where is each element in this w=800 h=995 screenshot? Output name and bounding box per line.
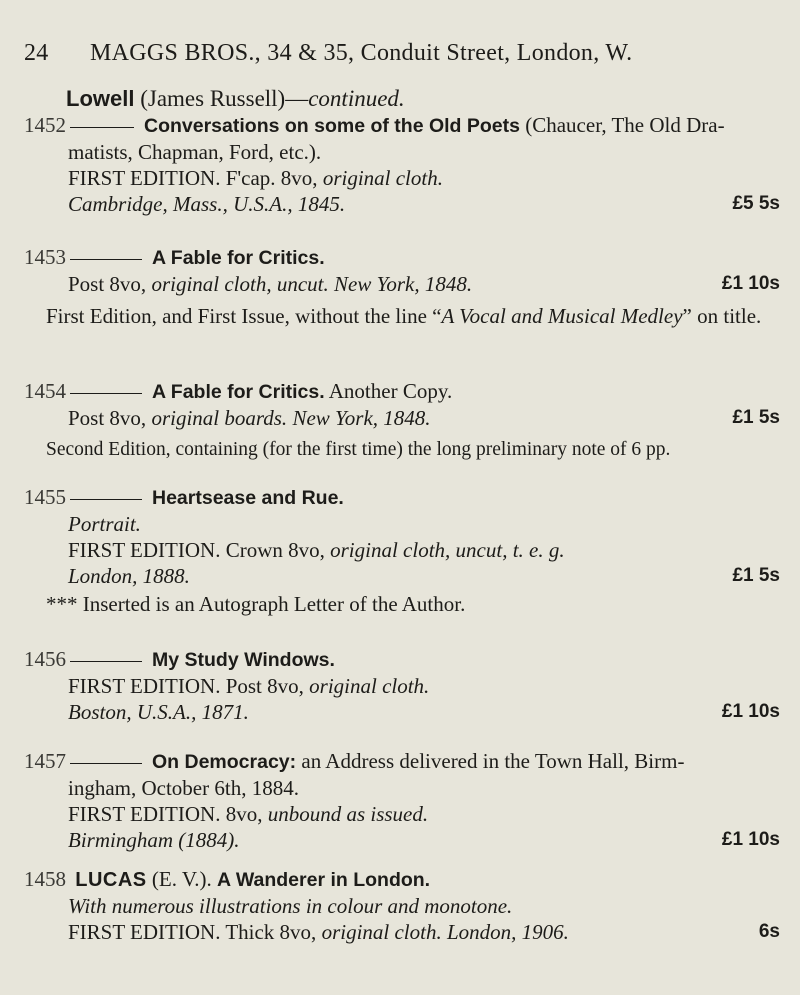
entry-author: LUCAS	[75, 869, 147, 891]
entry-title: A Wanderer in London.	[217, 869, 431, 891]
page-number: 24	[24, 40, 49, 66]
entry-edition: FIRST EDITION.	[68, 674, 221, 698]
ditto-dash	[70, 499, 142, 500]
ditto-dash	[70, 763, 142, 764]
entry-format: Post 8vo,	[225, 674, 304, 698]
entry-subtitle: Portrait.	[68, 512, 141, 536]
author-heading	[66, 86, 405, 112]
entry-imprint: Boston, U.S.A., 1871.	[68, 700, 249, 724]
catalogue-entry-1457	[24, 748, 780, 853]
catalogue-entry-1456	[24, 646, 780, 725]
entry-number: 1456	[24, 647, 66, 671]
entry-note	[24, 303, 780, 329]
entry-number: 1454	[24, 379, 66, 403]
ditto-dash	[70, 127, 134, 128]
entry-format: Post 8vo,	[68, 406, 147, 430]
entry-binding: original boards.	[151, 406, 288, 430]
entry-number: 1458	[24, 867, 66, 891]
entry-edition: FIRST EDITION.	[68, 920, 221, 944]
author-name: Lowell	[66, 86, 135, 111]
entry-number: 1453	[24, 245, 66, 269]
entry-format: F'cap. 8vo,	[225, 166, 318, 190]
entry-title-suffix: (Chaucer, The Old Dra-	[525, 113, 725, 137]
ditto-dash	[70, 259, 142, 260]
entry-title: Conversations on some of the Old Poets	[144, 115, 520, 137]
catalogue-entry-1455	[24, 484, 780, 617]
entry-number: 1452	[24, 113, 66, 137]
entry-price: £1 5s	[732, 565, 780, 586]
entry-edition: FIRST EDITION.	[68, 802, 221, 826]
entry-price: £5 5s	[732, 193, 780, 214]
catalogue-entry-1453	[24, 244, 780, 329]
entry-title: My Study Windows.	[152, 649, 335, 671]
entry-imprint: Cambridge, Mass., U.S.A., 1845.	[68, 192, 346, 216]
entry-price: £1 5s	[732, 407, 780, 428]
entry-price: £1 10s	[721, 829, 780, 850]
entry-price: £1 10s	[721, 701, 780, 722]
entry-imprint: London, 1888.	[68, 564, 190, 588]
entry-format: Thick 8vo,	[225, 920, 317, 944]
entry-binding: original cloth.	[322, 166, 443, 190]
entry-format: Post 8vo,	[68, 272, 147, 296]
entry-note-quote: A Vocal and Musical Medley	[441, 304, 683, 328]
entry-number: 1455	[24, 485, 66, 509]
entry-title-suffix: an Address delivered in the Town Hall, Birm-	[301, 749, 685, 773]
entry-title-suffix: Another Copy.	[328, 379, 453, 403]
entry-price: 6s	[758, 921, 780, 942]
entry-title-cont: ingham, October 6th, 1884.	[68, 776, 299, 800]
entry-note-a: First Edition, and First Issue, without the line “	[46, 304, 442, 328]
entry-imprint: London, 1906.	[446, 920, 569, 944]
entry-author-rest: (E. V.).	[151, 867, 212, 891]
entry-title: A Fable for Critics.	[152, 247, 325, 269]
entry-title-cont: matists, Chapman, Ford, etc.).	[68, 140, 322, 164]
entry-note: Second Edition, containing (for the first time) the long preliminary note of 6 pp.	[46, 439, 671, 460]
author-rest: (James Russell)—	[140, 86, 309, 111]
entry-title: A Fable for Critics.	[152, 381, 325, 403]
entry-subtitle: With numerous illustrations in colour and monotone.	[68, 894, 513, 918]
entry-binding: original cloth.	[321, 920, 442, 944]
catalogue-entry-1458	[24, 866, 780, 945]
entry-format: 8vo,	[225, 802, 263, 826]
entry-note: *** Inserted is an Autograph Letter of the Author.	[46, 592, 466, 616]
entry-imprint: New York, 1848.	[334, 272, 473, 296]
catalogue-entry-1452	[24, 112, 780, 217]
ditto-dash	[70, 393, 142, 394]
ditto-dash	[70, 661, 142, 662]
entry-format: Crown 8vo,	[225, 538, 325, 562]
entry-imprint: New York, 1848.	[292, 406, 431, 430]
entry-binding: original cloth, uncut, t. e. g.	[330, 538, 565, 562]
entry-edition: FIRST EDITION.	[68, 166, 221, 190]
entry-binding: original cloth.	[309, 674, 430, 698]
entry-binding: unbound as issued.	[267, 802, 429, 826]
running-header	[24, 40, 780, 67]
entry-price: £1 10s	[721, 273, 780, 294]
entry-title: Heartsease and Rue.	[152, 487, 344, 509]
author-continued: continued.	[308, 86, 405, 111]
entry-binding: original cloth, uncut.	[151, 272, 329, 296]
entry-imprint: Birmingham (1884).	[68, 828, 240, 852]
header-text: MAGGS BROS., 34 & 35, Conduit Street, London, W.	[90, 40, 633, 66]
entry-title: On Democracy:	[152, 751, 297, 773]
entry-number: 1457	[24, 749, 66, 773]
entry-edition: FIRST EDITION.	[68, 538, 221, 562]
catalogue-entry-1454	[24, 378, 780, 463]
entry-note-b: ” on title.	[682, 304, 762, 328]
